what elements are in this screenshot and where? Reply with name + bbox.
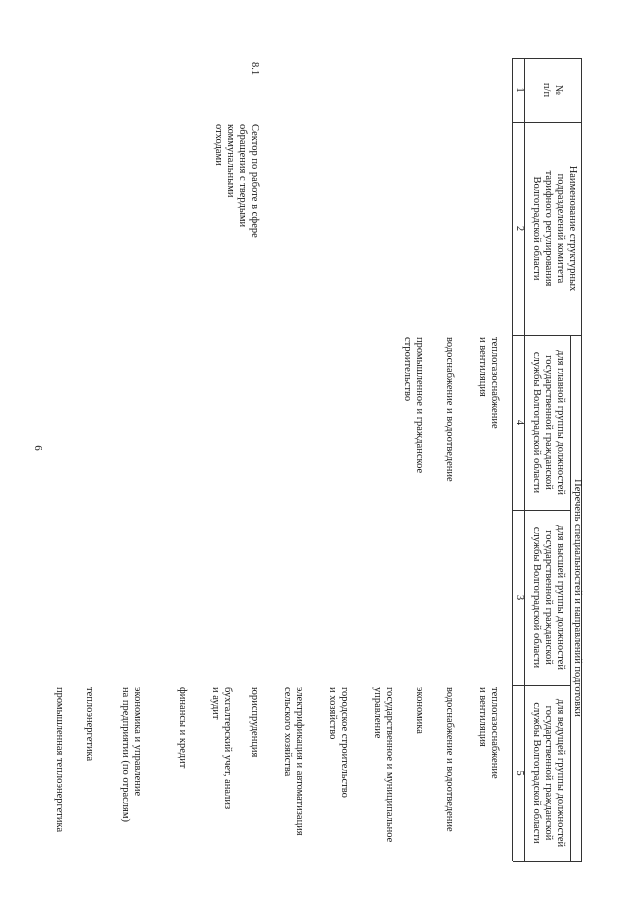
header-col5: для ведущей группы должностей государственной гражданской службы Волгоградской области <box>531 698 566 848</box>
table-right-border <box>513 861 582 862</box>
col5-item: городское строительство и хозяйство <box>327 687 350 798</box>
col4-item: теплогазоснабжение и вентиляция <box>477 337 500 429</box>
colnum-2: 2 <box>514 225 525 232</box>
colnum-1: 1 <box>514 87 525 93</box>
col5-item: финансы и кредит <box>177 687 188 769</box>
col1-divider <box>513 122 582 123</box>
header-group: Перечень специальностей и направлений подготовки <box>572 479 583 717</box>
col5-item: юриспруденция <box>249 687 260 758</box>
col5-item: электрификация и автоматизация сельского хозяйства <box>282 687 305 836</box>
table-left-border <box>513 58 582 59</box>
col5-item: экономика <box>414 687 425 734</box>
row-number: 8.1 <box>249 62 260 76</box>
col5-item: промышленная теплоэнергетика <box>54 687 65 833</box>
col4-item: промышленное и гражданское строительство <box>402 337 425 474</box>
col5-item: теплогазоснабжение и вентиляция <box>477 687 500 779</box>
header-col4: для главной группы должностей государственной гражданской службы Волгоградской области <box>531 350 566 495</box>
col3-divider <box>513 510 571 511</box>
col5-item: экономика и управление на предприятии (по отраслям) <box>120 687 143 823</box>
col5-item: бухгалтерский учет, анализ и аудит <box>210 687 233 810</box>
header-col2: Наименование структурных подразделений комитета тарифного регулирования Волгоградской области <box>531 165 578 292</box>
colnum-3: 3 <box>514 594 525 601</box>
col5-item: водоснабжение и водоотведение <box>444 687 455 832</box>
col5-item: государственное и муниципальное управление <box>372 687 395 843</box>
page-number: 6 <box>32 445 44 451</box>
header-col1: № п/п <box>541 82 564 98</box>
col4-item: водоснабжение и водоотведение <box>444 337 455 482</box>
header-col3: для высшей группы должностей государственной гражданской службы Волгоградской области <box>531 525 566 670</box>
col4-divider <box>513 685 571 686</box>
row-name: Сектор по работе в сфере обращения с твердыми коммунальными отходами <box>213 124 260 238</box>
colnum-5: 5 <box>514 770 525 776</box>
col2-divider <box>513 335 582 336</box>
col5-item: теплоэнергетика <box>84 687 95 762</box>
colnum-4: 4 <box>514 419 525 426</box>
